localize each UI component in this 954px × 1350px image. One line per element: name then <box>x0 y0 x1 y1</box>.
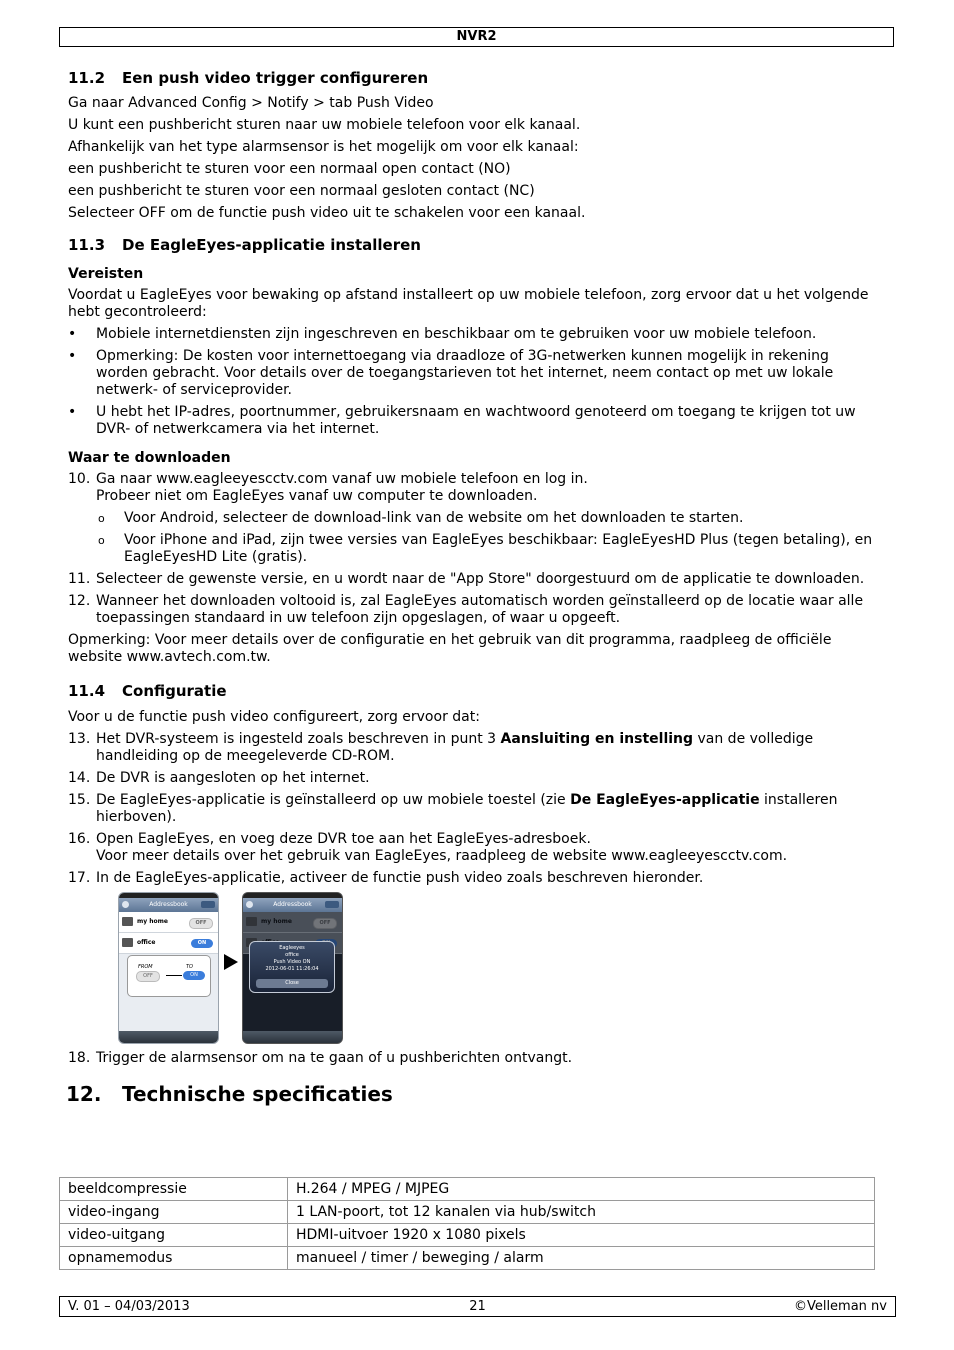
list-item: 16. Open EagleEyes, en voeg deze DVR toe aan het EagleEyes-adresboek. Voor meer details over het gebruik van EagleEyes, raadpleeg de website www.eagleeyescctv.com. <box>68 831 788 864</box>
toggle-on: ON <box>191 939 213 948</box>
list-item: 18. Trigger de alarmsensor om na te gaan of u pushberichten ontvangt. <box>68 1050 573 1066</box>
page-content <box>68 68 880 1113</box>
note: Opmerking: Voor meer details over de configuratie en het gebruik van dit programma, raadpleeg de officiële website www.avtech.com.tw. <box>68 632 832 665</box>
dvr-icon <box>122 917 133 926</box>
list-item: 15. De EagleEyes-applicatie is geïnstalleerd op uw mobiele toestel (zie De EagleEyes-applicatie installeren hierboven). <box>68 792 838 825</box>
camera-icon <box>122 938 133 947</box>
push-notification-dialog: Eagleeyes office Push Video ON 2012-06-01 11:26:04 Close <box>249 941 335 993</box>
section-heading-11-2: 11.2 Een push video trigger configureren <box>68 69 429 87</box>
section-heading-11-4: 11.4 Configuratie <box>68 682 227 700</box>
table-cell: video-ingang <box>60 1201 288 1224</box>
nav-bar: Addressbook <box>243 898 342 912</box>
section-heading-11-3: 11.3 De EagleEyes-applicatie installeren <box>68 236 421 254</box>
table-cell: opnamemodus <box>60 1247 288 1270</box>
page-number: 21 <box>469 1299 486 1314</box>
phone-screen-settings <box>118 892 219 1044</box>
list-item: 17. In de EagleEyes-applicatie, activeer de functie push video zoals beschreven hieronder. <box>68 870 704 886</box>
paragraph: Selecteer OFF om de functie push video uit te schakelen voor een kanaal. <box>68 205 586 221</box>
table-row <box>60 1247 875 1270</box>
table-cell: manueel / timer / beweging / alarm <box>288 1247 875 1270</box>
page-header <box>59 27 894 47</box>
list-item: 13. Het DVR-systeem is ingesteld zoals beschreven in punt 3 Aansluiting en instelling van de volledige handleiding op de meegeleverde CD-ROM. <box>68 731 814 764</box>
list-item: • Mobiele internetdiensten zijn ingeschreven en beschikbaar om te gebruiken voor uw mobiele telefoon. <box>68 326 880 343</box>
table-row <box>60 1224 875 1247</box>
table-row <box>60 1201 875 1224</box>
toggle-off: OFF <box>136 971 160 982</box>
list-item: 12. Wanneer het downloaden voltooid is, zal EagleEyes automatisch worden geïnstalleerd op de locatie waar alle toepassingen standaard in uw telefoon zijn opgeslagen, of waar u opgeeft. <box>68 593 864 626</box>
paragraph: Afhankelijk van het type alarmsensor is het mogelijk om voor elk kanaal: <box>68 139 579 155</box>
table-row <box>60 1178 875 1201</box>
paragraph: U kunt een pushbericht sturen naar uw mobiele telefoon voor elk kanaal. <box>68 117 581 133</box>
paragraph: Ga naar Advanced Config > Notify > tab Push Video <box>68 95 434 111</box>
device-row: my home OFF <box>119 912 218 933</box>
list-item: 14. De DVR is aangesloten op het internet. <box>68 770 370 786</box>
subheading-download: Waar te downloaden <box>68 450 231 466</box>
list-item: 11. Selecteer de gewenste versie, en u wordt naar de "App Store" doorgestuurd om de applicatie te downloaden. <box>68 571 865 587</box>
tab-bar <box>119 1031 218 1043</box>
arrow-icon <box>166 975 182 976</box>
copyright: ©Velleman nv <box>793 1299 887 1314</box>
list-item: o Voor Android, selecteer de download-link van de website om het downloaden te starten. <box>96 510 880 527</box>
toggle-off: OFF <box>189 918 213 929</box>
table-cell: HDMI-uitvoer 1920 x 1080 pixels <box>288 1224 875 1247</box>
table-cell: beeldcompressie <box>60 1178 288 1201</box>
list-item: 10. Ga naar www.eagleeyescctv.com vanaf uw mobiele telefoon en log in. Probeer niet om EagleEyes vanaf uw computer te downloaden. o Voor Android, selecteer de download-link van de website om het downloaden te starten. o Voor iPhone and iPad, zijn twee versies van EagleEyes beschikbaar: EagleEyesHD Plus (tegen betaling), en EagleEyesHD Lite (gratis). <box>68 471 880 566</box>
paragraph: Voor u de functie push video configureert, zorg ervoor dat: <box>68 709 480 725</box>
play-arrow-icon <box>224 954 238 970</box>
sub-list <box>96 510 880 566</box>
tab-bar <box>243 1031 342 1043</box>
page-footer <box>59 1296 896 1317</box>
configuration-steps-continued <box>68 1050 880 1067</box>
info-icon <box>122 901 129 908</box>
toggle-on: ON <box>183 971 205 980</box>
header-title: NVR2 <box>456 29 497 44</box>
paragraph: een pushbericht te sturen voor een normaal gesloten contact (NC) <box>68 183 535 199</box>
table-cell: video-uitgang <box>60 1224 288 1247</box>
toggle-callout: FROM TO OFF ON <box>127 955 211 997</box>
list-item: • U hebt het IP-adres, poortnummer, gebruikersnaam en wachtwoord genoteerd om toegang te krijgen tot uw DVR- of netwerkcamera via het internet. <box>68 404 880 438</box>
nav-bar: Addressbook <box>119 898 218 912</box>
table-cell: H.264 / MPEG / MJPEG <box>288 1178 875 1201</box>
paragraph: Voordat u EagleEyes voor bewaking op afstand installeert op uw mobiele telefoon, zorg ervoor dat u het volgende hebt gecontroleerd: <box>68 287 869 320</box>
list-item: o Voor iPhone and iPad, zijn twee versies van EagleEyes beschikbaar: EagleEyesHD Plus (tegen betaling), en EagleEyesHD Lite (gratis). <box>96 532 880 566</box>
section-heading-12: 12. Technische specificaties <box>66 1082 393 1106</box>
info-icon <box>246 901 253 908</box>
table-cell: 1 LAN-poort, tot 12 kanalen via hub/switch <box>288 1201 875 1224</box>
phone-screen-notification <box>242 892 343 1044</box>
device-row: office ON <box>119 933 218 954</box>
download-steps <box>68 471 880 627</box>
list-item: • Opmerking: De kosten voor internettoegang via draadloze of 3G-netwerken kunnen mogelijk in rekening worden gebracht. Voor details over de toegangstarieven tot het internet, neem contact op met uw lokale netwerk- of serviceprovider. <box>68 348 880 399</box>
specifications-table <box>59 1177 875 1270</box>
edit-button <box>325 901 339 908</box>
version-date: V. 01 – 04/03/2013 <box>68 1299 190 1314</box>
configuration-steps <box>68 731 880 887</box>
paragraph: een pushbericht te sturen voor een normaal open contact (NO) <box>68 161 511 177</box>
requirements-list <box>68 326 880 438</box>
app-screenshots-figure <box>68 892 880 1044</box>
edit-button <box>201 901 215 908</box>
subheading-requirements: Vereisten <box>68 266 144 282</box>
close-button: Close <box>256 979 328 988</box>
